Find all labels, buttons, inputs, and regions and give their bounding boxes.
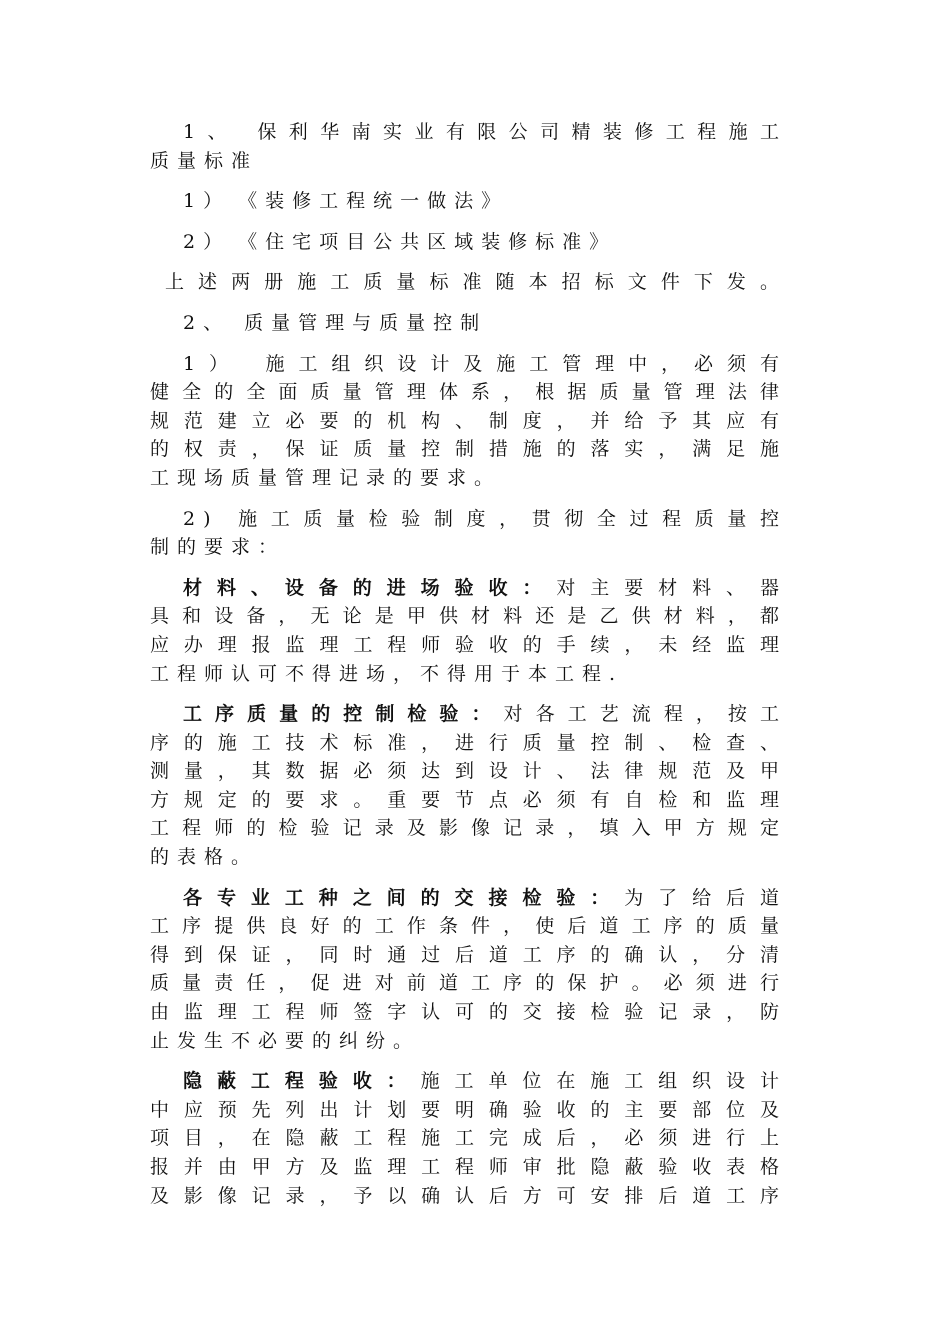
- bold-lead: 材料、设备的进场验收：: [183, 576, 557, 599]
- bold-lead: 各专业工种之间的交接检验：: [183, 886, 625, 909]
- paragraph-inspection-system: 2) 施工质量检验制度，贯彻全过程质量控 制的要求：: [150, 507, 787, 559]
- document-page: [150, 118, 787, 1210]
- paragraph-quality-system: 1） 施工组织设计及施工管理中，必须有 健全的全面质量管理体系，根据质量管理法律 规范建立必要的机构、制度，并给予其应有 的权责，保证质量控制措施的落实，满足施 工现场质量管理记录的要求。: [150, 352, 787, 489]
- section-2-heading: 2、 质量管理与质量控制: [183, 311, 488, 334]
- paragraph-concealed-works: 隐蔽工程验收：施工单位在施工组织设计 中应预先列出计划要明确验收的主要部位及 项目，在隐蔽工程施工完成后，必须进行上 报并由甲方及监理工程师审批隐蔽验收表格 及影像记录，予以确认后方可安排后道工序: [150, 1070, 787, 1207]
- standard-item-2: 2） 《住宅项目公共区域装修标准》: [183, 230, 617, 253]
- heading-line: 质量标准: [150, 149, 259, 172]
- standard-item-1: 1） 《装修工程统一做法》: [183, 190, 509, 213]
- standards-note: 上述两册施工质量标准随本招标文件下发。: [165, 271, 787, 294]
- bold-lead: 工序质量的控制检验：: [183, 703, 504, 726]
- section-1-heading: [150, 118, 787, 175]
- paragraph-material-acceptance: 材料、设备的进场验收：对主要材料、器 具和设备，无论是甲供材料还是乙供材料，都 应办理报监理工程师验收的手续，未经监理 工程师认可不得进场，不得用于本工程.: [150, 576, 787, 685]
- paragraph-process-inspection: 工序质量的控制检验：对各工艺流程，按工 序的施工技术标准，进行质量控制、检查、 测量，其数据必须达到设计、法律规范及甲 方规定的要求。重要节点必须有自检和监理 工程师的检验记录及影像记录，填入甲方规定 的表格。: [150, 703, 787, 869]
- heading-line: 1、 保利华南实业有限公司精装修工程施工: [183, 121, 787, 143]
- paragraph-handover-inspection: 各专业工种之间的交接检验：为了给后道 工序提供良好的工作条件，使后道工序的质量 得到保证，同时通过后道工序的确认，分清 质量责任，促进对前道工序的保护。必须进行 由监理工程师签字认可的交接检验记录，防 止发生不必要的纠纷。: [150, 886, 787, 1052]
- bold-lead: 隐蔽工程验收：: [183, 1070, 421, 1093]
